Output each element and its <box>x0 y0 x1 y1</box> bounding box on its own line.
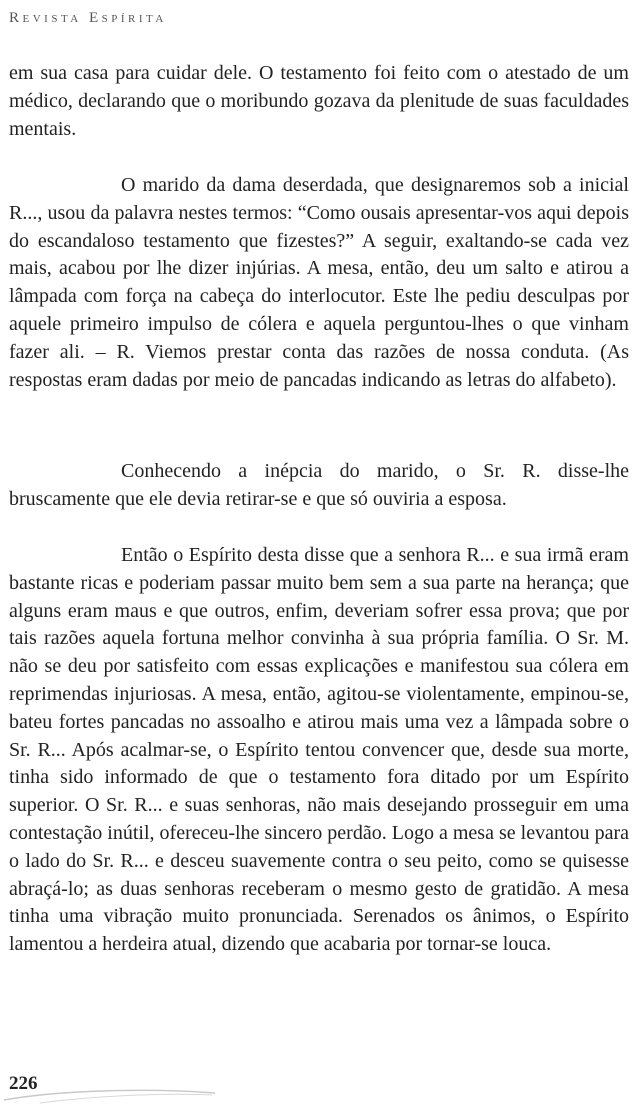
paragraph-1: em sua casa para cuidar dele. O testamento foi feito com o atestado de um médico, declarando que o moribundo gozava da plenitude de suas faculdades mentais. <box>9 62 629 140</box>
page-number: 226 <box>9 1073 38 1094</box>
running-header: Revista Espírita <box>9 10 167 26</box>
paragraph-2: O marido da dama deserdada, que designaremos sob a inicial R..., usou da palavra nestes termos: “Como ousais apresentar-vos aqui depois do escandaloso testamento que fizestes?” A seguir, exaltando-se cada vez mais, acabou por lhe dizer injúrias. A mesa, então, deu um salto e atirou a lâmpada com força na cabeça do interlocutor. Este lhe pediu desculpas por aquele primeiro impulso de cólera e aquela perguntou-lhes o que vinham fazer ali. – R. Viemos prestar conta das razões de nossa conduta. (As respostas eram dadas por meio de pancadas indicando as letras do alfabeto). <box>9 174 629 391</box>
paragraph-3: Conhecendo a inépcia do marido, o Sr. R. disse-lhe bruscamente que ele devia retirar-se e que só ouviria a esposa. <box>9 460 629 510</box>
paragraph-4: Então o Espírito desta disse que a senhora R... e sua irmã eram bastante ricas e poderiam passar muito bem sem a sua parte na herança; que alguns eram maus e que outros, enfim, deveriam sofrer essa prova; que por tais razões aquela fortuna melhor convinha à sua própria família. O Sr. M. não se deu por satisfeito com essas explicações e manifestou sua cólera em reprimendas injuriosas. A mesa, então, agitou-se violentamente, empinou-se, bateu fortes pancadas no assoalho e atirou mais uma vez a lâmpada sobre o Sr. R... Após acalmar-se, o Espírito tentou convencer que, desde sua morte, tinha sido informado de que o testamento fora ditado por um Espírito superior. O Sr. R... e suas senhoras, não mais desejando prosseguir em uma contestação inútil, ofereceu-lhe sincero perdão. Logo a mesa se levantou para o lado do Sr. R... e desceu suavemente contra o seu peito, como se quisesse abraçá-lo; as duas senhoras receberam o mesmo gesto de gratidão. A mesa tinha uma vibração muito pronunciada. Serenados os ânimos, o Espírito lamentou a herdeira atual, dizendo que acabaria por tornar-se louca. <box>9 544 629 956</box>
decorative-swoosh <box>0 1078 240 1106</box>
